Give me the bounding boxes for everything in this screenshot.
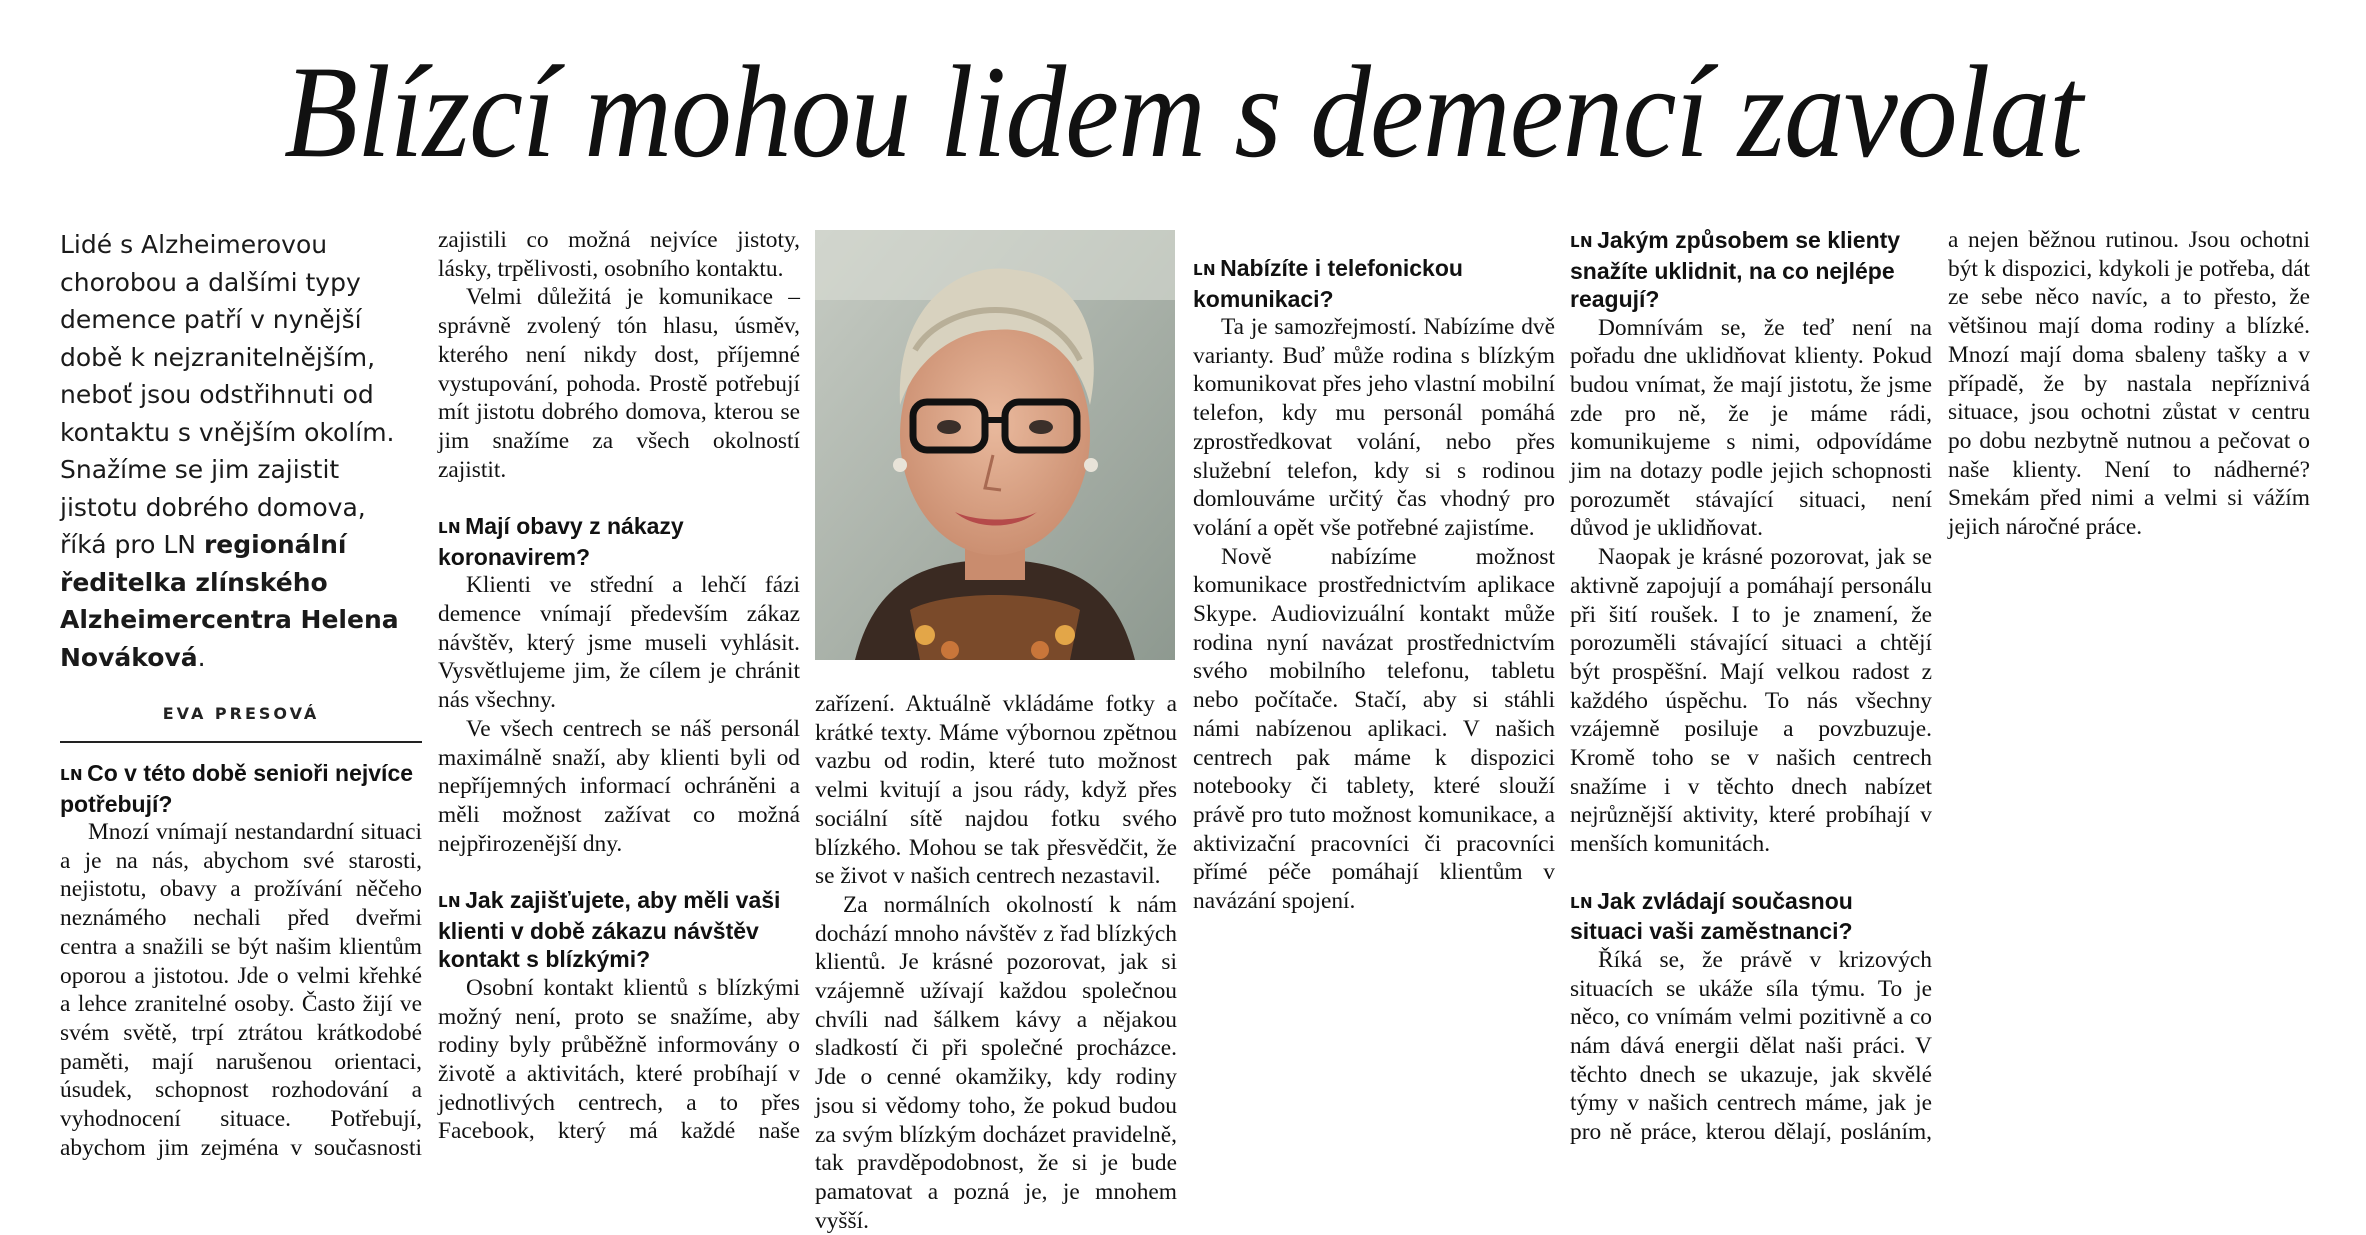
column-6 [1948, 226, 2310, 1170]
lead-end: . [197, 642, 206, 672]
byline: EVA PRESOVÁ [162, 704, 320, 723]
column-4 [1193, 226, 1555, 1170]
column-3 [815, 226, 1177, 1234]
byline-divider [60, 741, 422, 743]
paragraph-skype: Nově nabízíme možnost komunikace prostřednictvím aplikace Skype. Audiovizuální kontakt může rodina nyní navázat prostřednictvím svého mobilního telefonu, tabletu nebo počítače. Stačí, aby si stáhli námi nabízenou aplikaci. V našich centrech pak máme k dispozici notebooky či tablety, které slouží právě pro tuto možnost komunikace, a aktivizační pracovníci či pracovníci přímé péče pomáhají klientům v navázání spojení. [1193, 543, 1555, 915]
answer-3-part-1 [438, 974, 800, 1146]
question-2-text: Mají obavy z nákazy koronavirem? [438, 513, 684, 570]
answer-1-part-1 [60, 818, 422, 1162]
question-6-text: Jak zvládají současnou situaci vaši zaměstnanci? [1570, 887, 1853, 945]
paragraph-activities: Naopak je krásné pozorovat, jak se aktivně zapojují a pomáhají personálu při šití roušek. I to je znamení, že porozuměli stávající situaci a chtějí být prospěšní. Mají velkou radost z každého úspěchu. To nás všechny vzájemně posiluje a povzbuzuje. Kromě toho se v našich centrech snažíme i v těchto dnech nabízet nejrůznější aktivity, které probíhají v menších komunitách. [1570, 544, 1932, 858]
question-3-text: Jak zajišťujete, aby měli vaši klienti v době zákazu návštěv kontakt s blízkými? [438, 887, 781, 973]
answer-6-part-1 [1570, 946, 1932, 1147]
paragraph-phone-options: Ta je samozřejmostí. Nabízíme dvě varianty. Buď může rodina s blízkým komunikovat přes jeho vlastní mobilní telefon, kdy mu personál pomáhá zprostředkovat volání, nebo přes služební telefon, kdy si s rodinou domlouváme určitý čas vhodný pro volání a opět vše potřebné zajistíme. [1193, 314, 1555, 541]
question-6 [1570, 887, 1932, 946]
paragraph-staff-effort: Ve všech centrech se náš personál maximálně snaží, aby klienti byli od nepříjemných informací ochráněni a měli možnost zažívat co možná nejpřirozenější dny. [438, 715, 800, 857]
paragraph-calming: Domnívám se, že teď není na pořadu dne uklidňovat klienty. Pokud budou vnímat, že mají jistotu, že jsme zde pro ně, že je máme rádi, komunikujeme s nimi, odpovídáme jim na dotazy podle jejich schopnosti porozumět stávající situaci, není důvod je uklidňovat. [1570, 314, 1932, 542]
answer-1-part-2 [438, 226, 800, 283]
headline: Blízcí mohou lidem s demencí zavolat [283, 38, 2083, 185]
paragraph-clients-fear: Klienti ve střední a lehčí fázi demence vnímají především zákaz návštěv, který jsme museli vyhlásit. Vysvětlujeme jim, že cílem je chránit nás všechny. [438, 572, 800, 714]
ln-mark: LN [438, 519, 462, 538]
paragraph-text: zařízení. Aktuálně vkládáme fotky a krátké texty. Máme výbornou zpětnou vazbu od rodin, které tuto možnost velmi kvitují a jsou rády, když přes sociální sítě najdou fotku svého blízkého. Mohou se tak přesvědčit, že se život v našich centrech nezastavil. [815, 691, 1177, 890]
paragraph-communication: Velmi důležitá je komunikace – správně zvolený tón hlasu, úsměv, kterého není nikdy dost, příjemné vystupování, pohoda. Prostě potřebují mít jistotu dobrého domova, kterou se jim snažíme za všech okolností zajistit. [438, 284, 800, 483]
ln-mark: LN [438, 893, 462, 912]
answer-3-part-2 [815, 690, 1177, 891]
paragraph-text: Osobní kontakt klientů s blízkými možný není, proto se snažíme, aby rodiny byly průběžně informovány o životě a aktivitách, které probíhají v jednotlivých centrech, a to přes Facebook, který má každé naše [438, 974, 800, 1145]
portrait-illustration [815, 230, 1175, 660]
paragraph-text: Mnozí vnímají nestandardní situaci a je na nás, abychom své starosti, nejistotu, obavy a prožívání něčeho neznámého nechali před dveřmi centra a snažili se být našim klientům oporou a jistotou. Jde o velmi křehké a lehce zranitelné osoby. Často žijí ve svém světě, trpí ztrátou krátkodobé paměti, mají narušenou orientaci, úsudek, schopnost rozhodování a vyhodnocení situace. Potřebují, abychom jim zejména v současnosti [60, 819, 422, 1161]
column-2 [438, 226, 800, 1170]
ln-mark: LN [60, 766, 84, 784]
ln-mark: LN [1570, 233, 1594, 251]
column-5 [1570, 226, 1932, 1170]
question-4 [1193, 254, 1555, 313]
paragraph-text: a nejen běžnou rutinou. Jsou ochotni být k dispozici, kdykoli je potřeba, dát ze sebe něco navíc, a to přesto, že většinou mají doma rodiny a blízké. Mnozí mají doma sbaleny tašky a v případě, že by nastala nepříznivá situace, jsou ochotni zůstat v centru po dobu nezbytně nutnou a pečovat o naše klienty. Není to nádherné? Smekám před nimi a velmi si vážím jejich náročné práce. [1948, 227, 2310, 541]
answer-6-part-2 [1948, 226, 2310, 542]
question-5 [1570, 226, 1932, 314]
lead-bold-name: regionální ředitelka zlínského Alzheimercentra Helena Nováková [60, 530, 399, 672]
lead-text: Lidé s Alzheimerovou chorobou a dalšími typy demence patří v nynější době k nejzranitelnějším, neboť jsou odstřihnuti od kontaktu s vnějším okolím. Snažíme se jim zajistit jistotu dobrého domova, říká pro LN [60, 230, 395, 559]
lead-paragraph [60, 226, 422, 676]
question-5-text: Jakým způsobem se klienty snažíte uklidnit, na co nejlépe reagují? [1570, 227, 1901, 312]
column-1 [60, 226, 422, 1170]
paragraph-normal-visits: Za normálních okolností k nám dochází mnoho návštěv z řad blízkých klientů. Je krásné pozorovat, jak si vzájemně užívají každou společnou chvíli nad šálkem kávy a nějakou sladkostí či při společné procházce. Jde o cenné okamžiky, kdy rodiny jsou si vědomy toho, že pokud budou za svým blízkým docházet pravidelně, tak pravděpodobnost, že si je bude pamatovat a pozná je, je mnohem vyšší. [815, 891, 1177, 1234]
ln-mark: LN [1193, 261, 1217, 279]
question-3 [438, 886, 800, 974]
question-2 [438, 512, 800, 571]
ln-mark: LN [1570, 893, 1594, 912]
paragraph-text: zajistili co možná nejvíce jistoty, lásky, trpělivosti, osobního kontaktu. [438, 227, 800, 282]
paragraph-text: Říká se, že právě v krizových situacích se ukáže síla týmu. To je něco, co vnímám velmi pozitivně a co nám dává energii dělat naši práci. V těchto dnech se ukazuje, jak skvělé týmy v našich centrech máme, jak je pro ně práce, kterou dělají, posláním, [1570, 946, 1932, 1146]
question-1-text: Co v této době senioři nejvíce potřebují? [60, 760, 414, 817]
question-4-text: Nabízíte i telefonickou komunikaci? [1193, 255, 1463, 312]
portrait-photo [815, 230, 1175, 660]
question-1 [60, 759, 422, 818]
